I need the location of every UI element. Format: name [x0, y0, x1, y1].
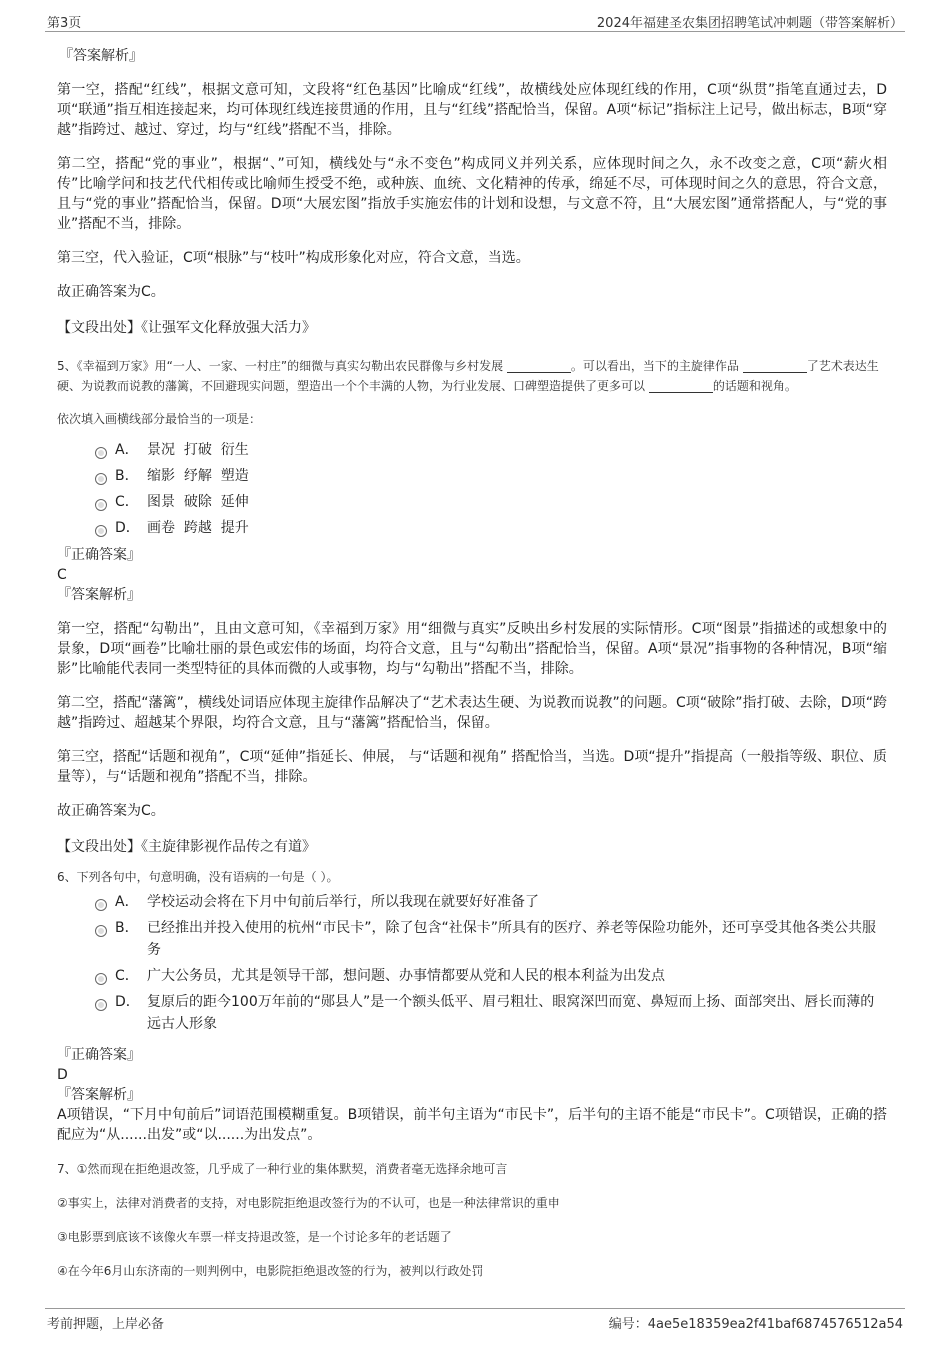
q5-prompt: 依次填入画横线部分最恰当的一项是：: [57, 412, 262, 426]
option-key: C．: [115, 968, 139, 984]
q6-analysis: A项错误，“下月中旬前后”词语范围模糊重复。B项错误，前半句主语为“市民卡”，后半句的主语不能是“市民卡”。C项错误，正确的搭配应为“从......出发”或“以......为出发点”。: [57, 1107, 887, 1143]
radio-icon[interactable]: [95, 925, 107, 937]
radio-icon[interactable]: [95, 447, 107, 459]
q7-sentence-3: ③电影票到底该不该像火车票一样支持退改签，是一个讨论多年的老话题了: [57, 1230, 452, 1244]
q5-stem-a: 5、《幸福到万家》用“一人、一家、一村庄”的细微与真实勾勒出农民群像与乡村发展: [57, 359, 504, 373]
q5-analysis-p2: 第二空，搭配“藩篱”，横线处词语应体现主旋律作品解决了“艺术表达生硬、为说教而说教”的问题。C项“破除”指打破、去除，D项“跨越”指跨过、超越某个界限，均符合文意，且与“藩篱”搭配恰当，保留。: [57, 695, 887, 731]
q6-option-c[interactable]: [95, 965, 887, 987]
q5-option-a[interactable]: [95, 439, 887, 461]
q6-stem: 6、下列各句中，句意明确，没有语病的一句是（ ）。: [57, 870, 339, 884]
q4-analysis-p2: 第二空，搭配“党的事业”，根据“、”可知，横线处与“永不变色”构成同义并列关系，应体现时间之久，永不改变之意，C项“薪火相传”比喻学问和技艺代代相传或比喻师生授受不绝，或种族、血统、文化精神的传承，绵延不尽，可体现时间之久的意思，符合文意，且与“党的事业”搭配恰当，保留。D项“大展宏图”指放手实施宏伟的计划和设想，与文意不符，且“大展宏图”通常搭配人，与“党的事业”搭配不当，排除。: [57, 156, 887, 232]
option-key: C．: [115, 494, 139, 510]
q5-blank-3: [649, 378, 713, 393]
q5-stem-b: 。可以看出，当下的主旋律作品: [570, 359, 739, 373]
q4-analysis-tag: 『答案解析』: [59, 48, 143, 64]
radio-icon[interactable]: [95, 973, 107, 985]
document-body: [57, 46, 887, 1295]
q5-options: [95, 439, 887, 539]
radio-icon[interactable]: [95, 499, 107, 511]
q7-sentence-2: ②事实上，法律对消费者的支持，对电影院拒绝退改签行为的不认可，也是一种法律常识的重申: [57, 1196, 560, 1210]
q5-stem-c: 了艺术表达生硬、为说教而说教的藩篱，不回避现实问题，塑造出一个个丰满的人物，为行业发展、口碑塑造提供了更多可以: [57, 359, 879, 393]
q5-analysis-p1: 第一空，搭配“勾勒出”，且由文意可知，《幸福到万家》用“细微与真实”反映出乡村发展的实际情形。C项“图景”指描述的或想象中的景象，D项“画卷”比喻壮丽的景色或宏伟的场面，均符合文意，且与“勾勒出”搭配恰当，保留。A项“景况”指事物的各种情况，B项“缩影”比喻能代表同一类型特征的具体而微的人或事物，均与“勾勒出”搭配不当，排除。: [57, 621, 887, 677]
radio-icon[interactable]: [95, 899, 107, 911]
q6-analysis-tag: 『答案解析』: [57, 1087, 141, 1103]
q5-option-c[interactable]: [95, 491, 887, 513]
option-key: B．: [115, 920, 139, 936]
option-key: A．: [115, 442, 139, 458]
option-text: 复原后的距今100万年前的“郧县人”是一个额头低平、眉弓粗壮、眼窝深凹而宽、鼻短而上扬、面部突出、唇长而薄的远古人形象: [147, 994, 875, 1032]
q5-stem-d: 的话题和视角。: [712, 379, 797, 393]
option-key: A．: [115, 894, 139, 910]
option-key: D．: [115, 520, 140, 536]
header-divider: [45, 31, 905, 32]
q5-answer: C: [57, 567, 67, 583]
option-text: 景况 打破 衍生: [147, 442, 249, 458]
page-footer: [45, 1313, 905, 1333]
q6-options: [95, 891, 887, 1035]
q6-answer-tag: 『正确答案』: [57, 1047, 141, 1063]
q5-stem: [57, 356, 887, 396]
q5-blank-2: [743, 358, 807, 373]
q4-analysis-p1: 第一空，搭配“红线”，根据文意可知，文段将“红色基因”比喻成“红线”，故横线处应体现红线的作用，C项“纵贯”指笔直通过去，D项“联通”指互相连接起来，均可体现红线连接贯通的作用，且与“红线”搭配恰当，保留。A项“标记”指标注上记号，做出标志，B项“穿越”指跨过、越过、穿过，均与“红线”搭配不当，排除。: [57, 82, 887, 138]
q6-option-a[interactable]: [95, 891, 887, 913]
q7-sentence-4: ④在今年6月山东济南的一则判例中，电影院拒绝退改签的行为，被判以行政处罚: [57, 1264, 484, 1278]
q4-source: 【文段出处】《让强军文化释放强大活力》: [57, 320, 316, 336]
option-text: 学校运动会将在下月中旬前后举行，所以我现在就要好好准备了: [147, 894, 539, 910]
q5-option-b[interactable]: [95, 465, 887, 487]
q5-analysis-p3: 第三空，搭配“话题和视角”，C项“延伸”指延长、伸展， 与“话题和视角” 搭配恰当，当选。D项“提升”指提高（一般指等级、职位、质量等），与“话题和视角”搭配不当，排除。: [57, 749, 887, 785]
footer-divider: [45, 1308, 905, 1309]
document-title: 2024年福建圣农集团招聘笔试冲刺题（带答案解析）: [596, 16, 903, 31]
q5-source: 【文段出处】《主旋律影视作品传之有道》: [57, 839, 316, 855]
q6-answer: D: [57, 1067, 68, 1083]
option-text: 缩影 纾解 塑造: [147, 468, 249, 484]
option-text: 图景 破除 延伸: [147, 494, 249, 510]
q6-option-b[interactable]: [95, 917, 887, 961]
q5-blank-1: [507, 358, 571, 373]
q7-sentence-1: 7、①然而现在拒绝退改签，几乎成了一种行业的集体默契，消费者毫无选择余地可言: [57, 1162, 508, 1176]
document-code: 编号：4ae5e18359ea2f41baf6874576512a54: [608, 1317, 903, 1332]
q4-analysis-p4: 故正确答案为C。: [57, 284, 165, 300]
q5-option-d[interactable]: [95, 517, 887, 539]
option-key: D．: [115, 994, 140, 1010]
page-header: [45, 10, 905, 30]
option-key: B．: [115, 468, 139, 484]
radio-icon[interactable]: [95, 999, 107, 1011]
footer-slogan: 考前押题，上岸必备: [47, 1317, 165, 1332]
q5-answer-tag: 『正确答案』: [57, 547, 141, 563]
radio-icon[interactable]: [95, 525, 107, 537]
radio-icon[interactable]: [95, 473, 107, 485]
q5-analysis-tag: 『答案解析』: [57, 587, 141, 603]
q4-analysis-p3: 第三空，代入验证，C项“根脉”与“枝叶”构成形象化对应，符合文意，当选。: [57, 250, 530, 266]
option-text: 已经推出并投入使用的杭州“市民卡”，除了包含“社保卡”所具有的医疗、养老等保险功能外，还可享受其他各类公共服务: [147, 920, 877, 958]
option-text: 画卷 跨越 提升: [147, 520, 249, 536]
q6-option-d[interactable]: [95, 991, 887, 1035]
option-text: 广大公务员，尤其是领导干部，想问题、办事情都要从党和人民的根本利益为出发点: [147, 968, 665, 984]
q5-analysis-p4: 故正确答案为C。: [57, 803, 165, 819]
page-number: 第3页: [47, 16, 82, 31]
